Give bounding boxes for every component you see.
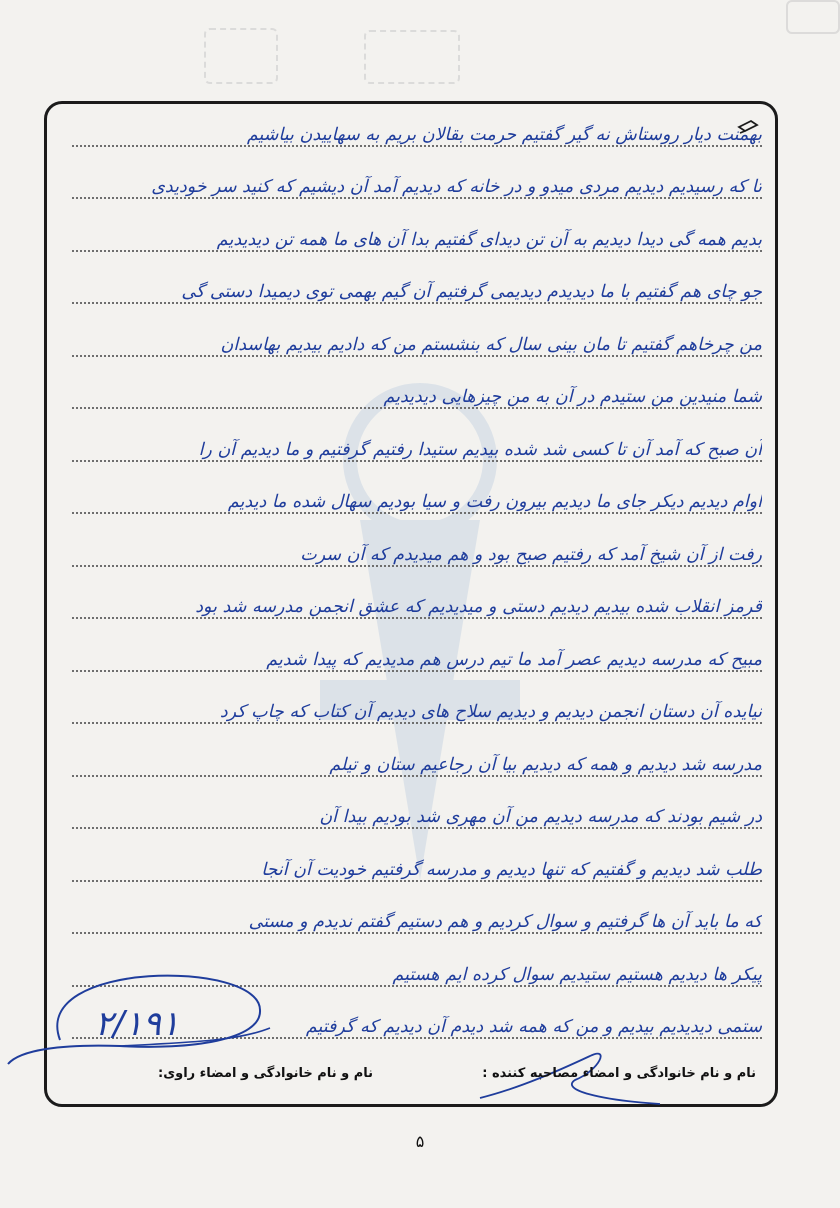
handwritten-line: جو چای هم گفتیم با ما دیدیدم دیدیمی گرفتیم آن گیم بهمی توی دیمیدا دستی گی (181, 282, 762, 302)
top-stamp-middle (364, 30, 460, 84)
handwritten-line: شما منیدین من ستیدم در آن به من چیزهایی دیدیدیم (383, 387, 762, 407)
handwritten-line: قرمز انقلاب شده بیدیم دیدیم دستی و میدیدیم که عشق انجمن مدرسه شد بود (195, 597, 762, 617)
handwritten-line: تا که رسیدیم دیدیم مردی میدو و در خانه که دیدیم آمد آن دیشیم که کنید سر خودیدی (151, 177, 762, 197)
handwritten-line: مبیح که مدرسه دیدیم عصر آمد ما تیم درس هم مدیدیم که پیدا شدیم (266, 650, 762, 670)
handwritten-line: بدیم همه گی دیدا دیدیم به آن تن دیدای گفتیم بدا آن های ما همه تن دیدیدیم (216, 230, 762, 250)
page-number: ۵ (415, 1132, 425, 1151)
handwritten-line: رفت از آن شیخ آمد که رفتیم صبح بود و هم میدیدم که آن سرت (300, 545, 762, 565)
handwritten-line: اوام دیدیم دیکر جای ما دیدیم بیرون رفت و سیا بودیم سهال شده ما دیدیم (227, 492, 762, 512)
top-stamp-left (204, 28, 278, 84)
narrator-signature-label: نام و نام خانوادگی و امضاء راوی: (158, 1066, 373, 1081)
handwritten-line: پیکر ها دیدیم هستیم ستیدیم سوال کرده ایم هستیم (392, 965, 762, 985)
handwritten-line: در شیم بودند که مدرسه دیدیم من آن مهری شد بودیم بیدا آن (319, 807, 762, 827)
top-stamp-right (786, 0, 840, 34)
handwritten-line: مدرسه شد دیدیم و همه که دیدیم بیا آن رجاعیم ستان و تیلم (329, 755, 762, 775)
handwritten-line: بهمنت دیار روستاش نه گیر گفتیم حرمت بقالان بریم به سهاییدن بیاشیم (246, 125, 762, 145)
handwritten-line: که ما باید آن ها گرفتیم و سوال کردیم و هم دستیم گفتم ندیدم و مستی (248, 912, 762, 932)
date-note: ۲/۱۹۱ (94, 1004, 180, 1044)
handwritten-line: طلب شد دیدیم و گفتیم که تنها دیدیم و مدرسه گرفتیم خودیت آن آنجا (261, 860, 762, 880)
handwritten-line: من چرخاهم گفتیم تا مان بینی سال که بنشستم من که دادیم بیدیم بهاسدان (220, 335, 762, 355)
handwritten-line: ستمی دیدیدیم بیدیم و من که همه شد دیدم آن دیدیم که گرفتیم (305, 1017, 762, 1037)
handwritten-line: نیایده آن دستان انجمن دیدیم و دیدیم سلاح های دیدیم آن کتاب که چاپ کرد (219, 702, 762, 722)
interviewer-signature-label: نام و نام خانوادگی و امضاء مصاحبه کننده : (482, 1066, 756, 1081)
handwritten-line: آن صبح که آمد آن تا کسی شد شده بیدیم ستیدا رفتیم گرفتیم و ما دیدیم آن را (198, 440, 762, 460)
